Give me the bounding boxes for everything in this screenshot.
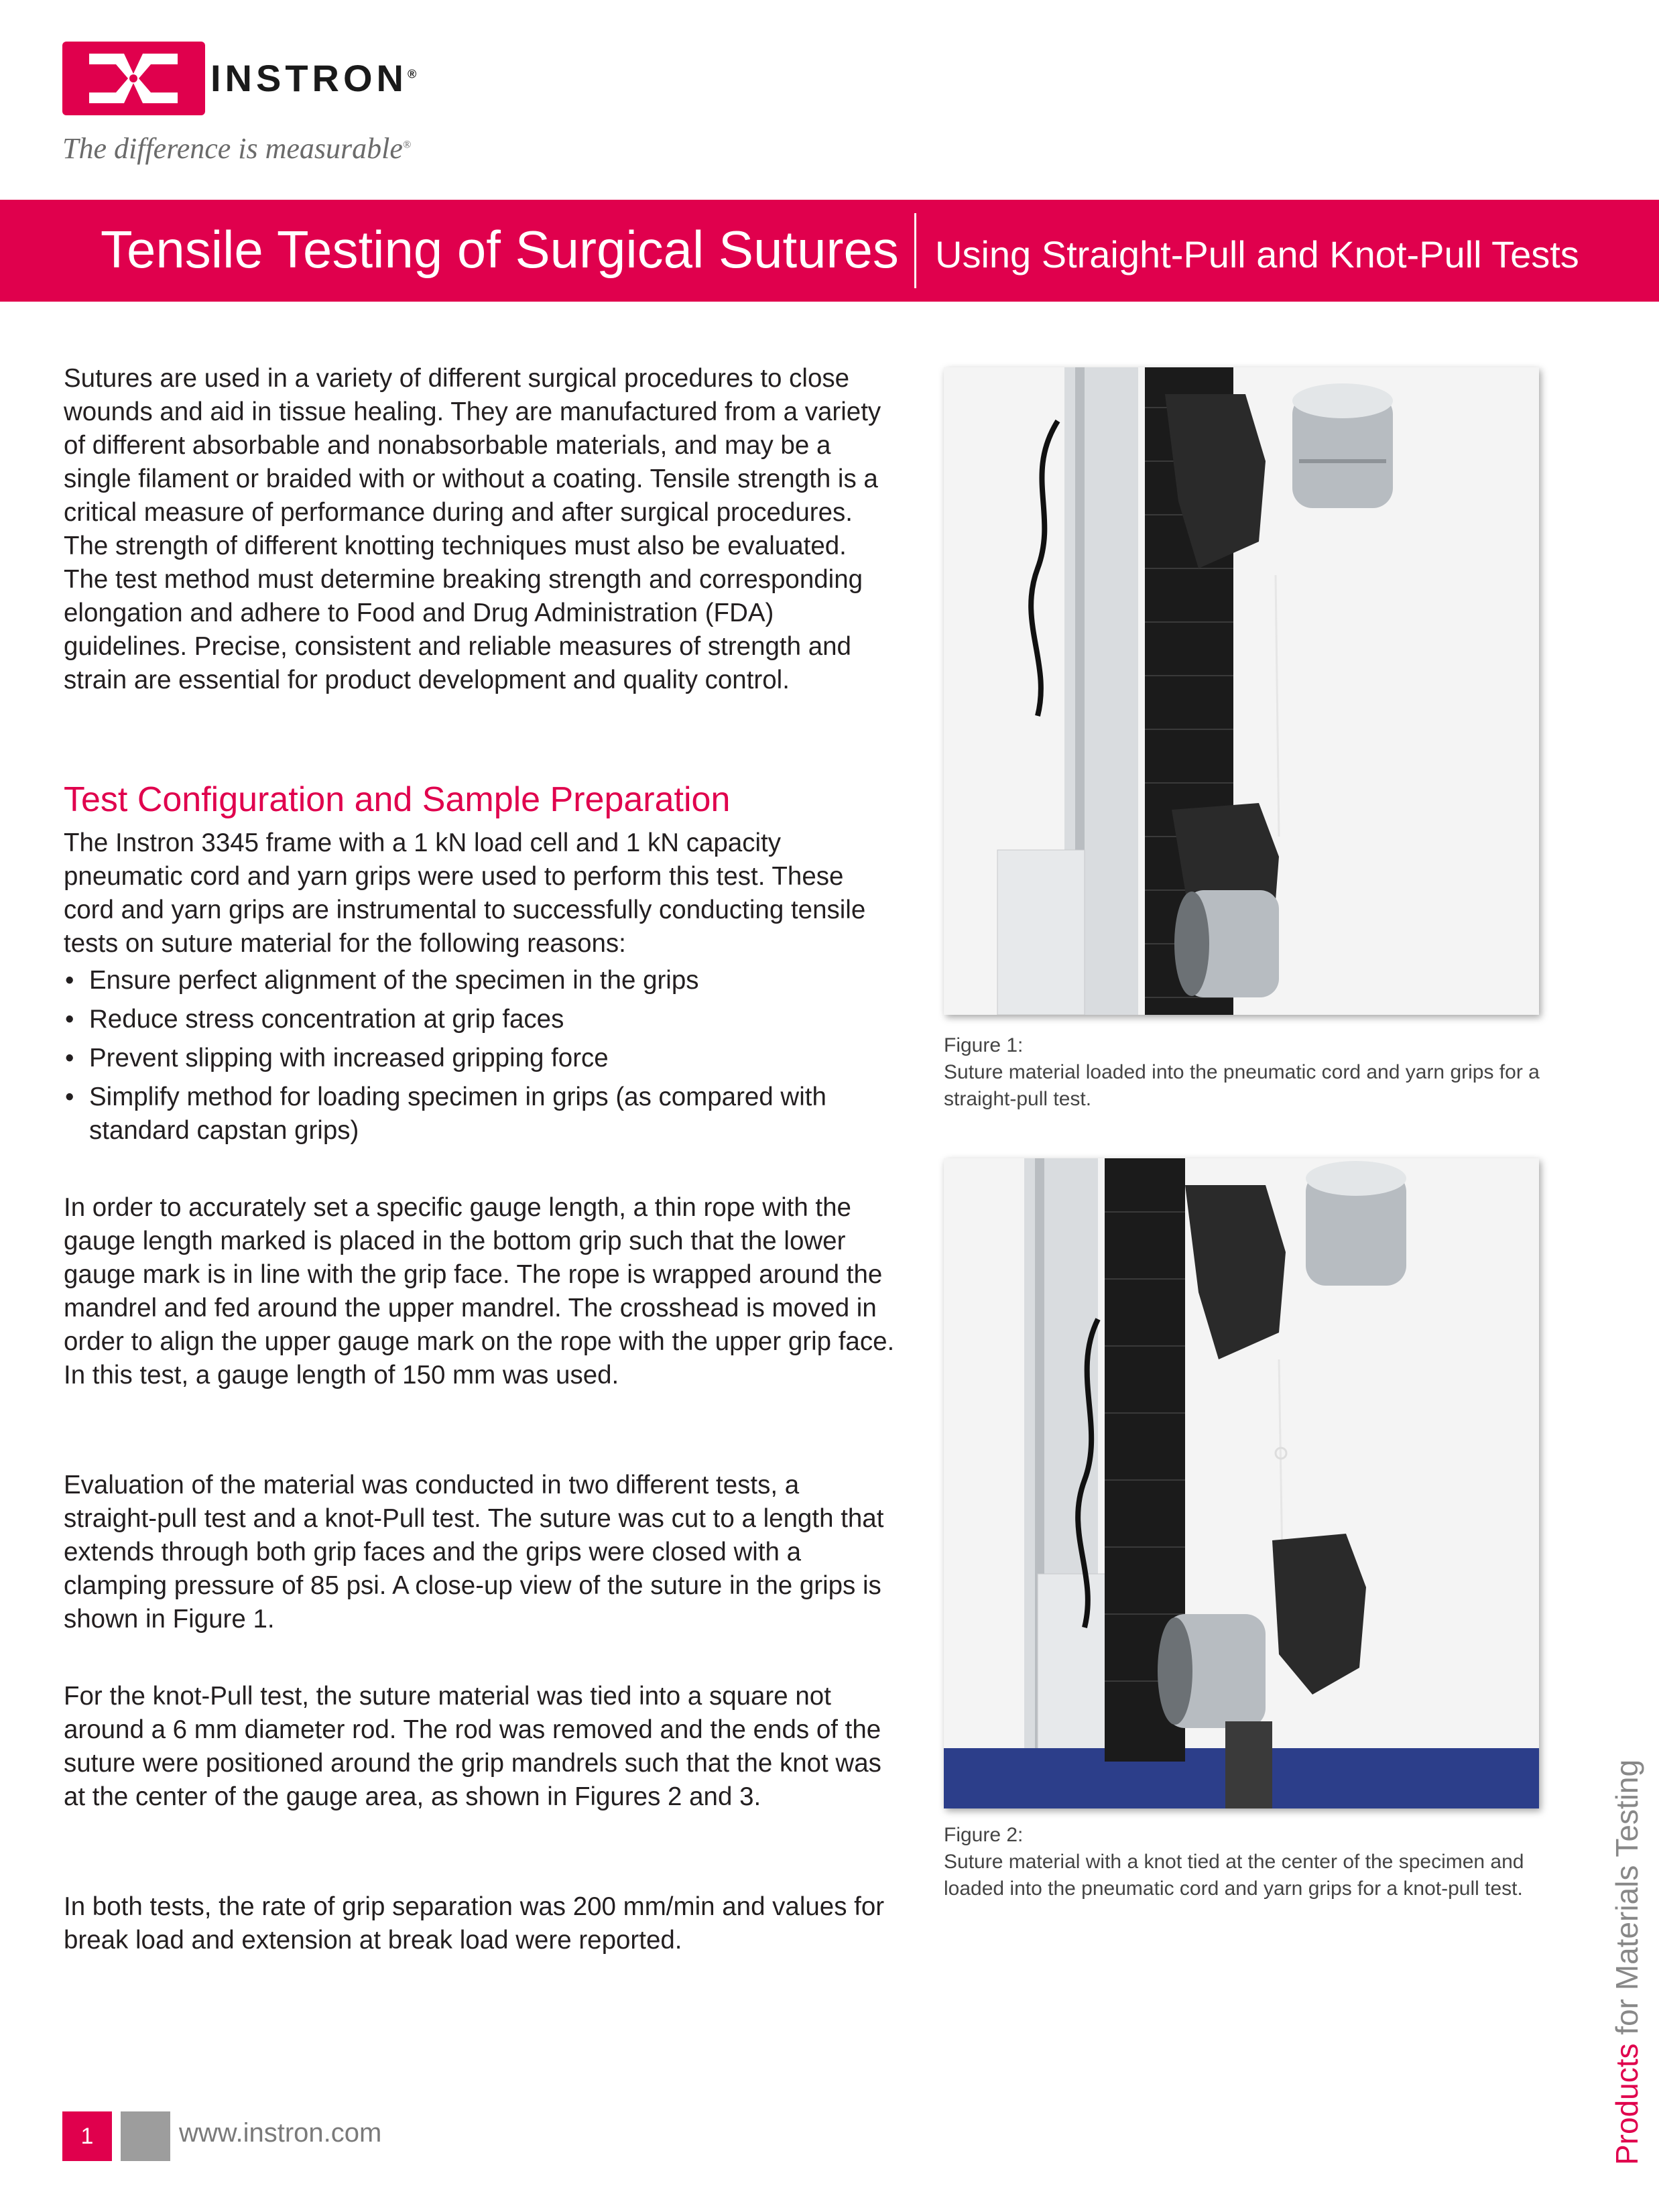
- figure-2-photo: [944, 1158, 1539, 1808]
- knot-pull-paragraph: For the knot-Pull test, the suture material was tied into a square not around a 6 mm diameter rod. The rod was removed and the ends of the suture were positioned around the grip mandrels such that the knot was at the center of the gauge area, as shown in Figures 2 and 3.: [64, 1682, 881, 1811]
- page-number: 1: [62, 2111, 112, 2161]
- gauge-length-paragraph: In order to accurately set a specific gauge length, a thin rope with the gauge length marked is placed in the bottom grip such that the lower gauge mark is in line with the grip face. The rope is wrapped around the mandrel and fed around the upper mandrel. The crosshead is moved in order to align the upper gauge mark on the rope with the upper grip face. In this test, a gauge length of 150 mm was used.: [64, 1193, 895, 1390]
- banner-divider: [914, 213, 916, 288]
- list-item: • Prevent slipping with increased gripping force: [64, 1042, 895, 1075]
- section-intro-paragraph: The Instron 3345 frame with a 1 kN load cell and 1 kN capacity pneumatic cord and yarn grips were used to perform this test. These cord and yarn grips are instrumental to successfully conducting tensile tests on suture material for the following reasons:: [64, 828, 866, 958]
- list-item: • Reduce stress concentration at grip faces: [64, 1003, 895, 1036]
- footer-grey-block: [121, 2111, 170, 2161]
- instron-logo-mark: [62, 42, 205, 115]
- reasons-list: [64, 964, 895, 1153]
- tagline: The difference is measurable®: [62, 132, 412, 165]
- list-item: • Simplify method for loading specimen in grips (as compared with standard capstan grips): [64, 1081, 895, 1148]
- intro-paragraph: Sutures are used in a variety of different surgical procedures to close wounds and aid in tissue healing. They are manufactured from a variety of different absorbable and nonabsorbable materials, and may be a single filament or braided with or without a coating. Tensile strength is a critical measure of performance during and after surgical procedures. The strength of different knotting techniques must also be evaluated. The test method must determine breaking strength and corresponding elongation and adhere to Food and Drug Administration (FDA) guidelines. Precise, consistent and reliable measures of strength and strain are essential for product development and quality control.: [64, 364, 881, 694]
- logo-icon: [62, 42, 205, 115]
- figure-1-photo: [944, 367, 1539, 1015]
- footer-url-link[interactable]: www.instron.com: [179, 2118, 382, 2148]
- section-heading: Test Configuration and Sample Preparation: [64, 780, 731, 819]
- figure-caption-text: Suture material with a knot tied at the center of the specimen and loaded into the pneumatic cord and yarn grips for a knot-pull test.: [944, 1851, 1524, 1900]
- page-title: Tensile Testing of Surgical Sutures: [101, 220, 899, 279]
- figure-label: Figure 2:: [944, 1824, 1024, 1846]
- figure-2-caption: [944, 1822, 1547, 1902]
- rate-paragraph: In both tests, the rate of grip separation was 200 mm/min and values for break load and extension at break load were reported.: [64, 1892, 885, 1955]
- figure-caption-text: Suture material loaded into the pneumatic cord and yarn grips for a straight-pull test.: [944, 1061, 1540, 1110]
- brand-name: INSTRON®: [210, 57, 417, 99]
- page-subtitle: Using Straight-Pull and Knot-Pull Tests: [935, 233, 1579, 275]
- list-item: • Ensure perfect alignment of the specimen in the grips: [64, 964, 895, 997]
- figure-1-caption: [944, 1032, 1547, 1113]
- sidebar-label: Products for Materials Testing: [1609, 1759, 1644, 2165]
- evaluation-paragraph: Evaluation of the material was conducted in two different tests, a straight-pull test and a knot-Pull test. The suture was cut to a length that extends through both grip faces and the grips were closed with a clamping pressure of 85 psi. A close-up view of the suture in the grips is shown in Figure 1.: [64, 1471, 884, 1634]
- figure-label: Figure 1:: [944, 1034, 1024, 1056]
